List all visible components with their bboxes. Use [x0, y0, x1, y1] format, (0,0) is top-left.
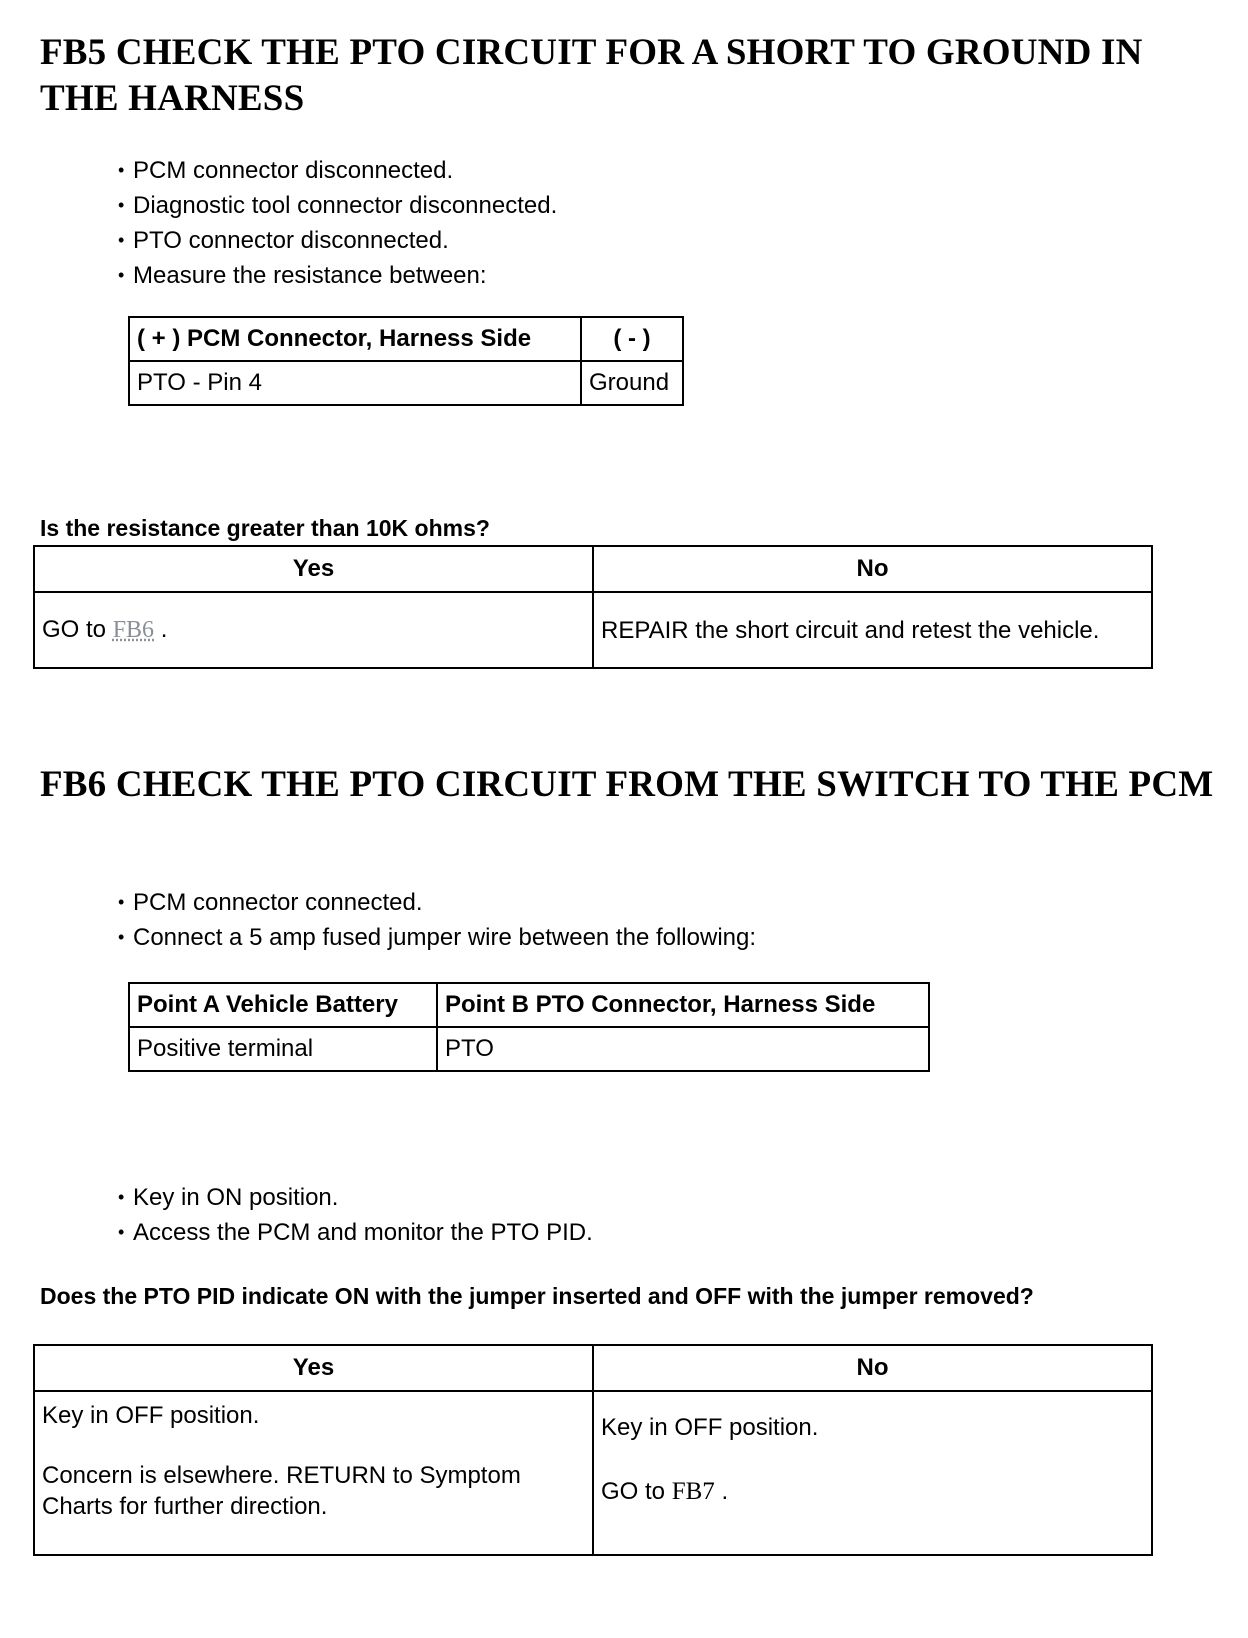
fb5-measure-table: [128, 316, 684, 406]
fb6-bullet: [118, 1215, 593, 1250]
fb6-question: Does the PTO PID indicate ON with the jumper inserted and OFF with the jumper removed?: [40, 1283, 1034, 1309]
fb6-answer-table: [33, 1344, 1153, 1556]
yes-prefix: GO to: [42, 616, 107, 643]
bullet-text: Diagnostic tool connector disconnected.: [133, 192, 558, 219]
no-key-off: Key in OFF position.: [601, 1414, 819, 1441]
yes-concern: Concern is elsewhere. RETURN to Symptom Charts for further direction.: [42, 1462, 521, 1520]
no-goto: [601, 1476, 1144, 1507]
fb5-bullet: [118, 188, 557, 223]
yes-suffix: .: [160, 616, 168, 643]
fb6-heading: FB6 CHECK THE PTO CIRCUIT FROM THE SWITCH TO THE PCM: [40, 764, 1214, 805]
bullet-text: PCM connector connected.: [133, 889, 423, 916]
fb6-bullet: [118, 920, 756, 955]
bullet-text: Access the PCM and monitor the PTO PID.: [133, 1219, 593, 1246]
fb5-question: Is the resistance greater than 10K ohms?: [40, 515, 490, 541]
fb5-yes-header: Yes: [34, 546, 593, 592]
bullet-text: PCM connector disconnected.: [133, 157, 454, 184]
fb5-bullet: [118, 153, 557, 188]
fb5-bullet: [118, 223, 557, 258]
bullet-text: Measure the resistance between:: [133, 262, 487, 289]
measure-cell-pin: PTO - Pin 4: [129, 361, 581, 405]
fb5-heading: FB5 CHECK THE PTO CIRCUIT FOR A SHORT TO GROUND IN THE HARNESS: [40, 32, 1143, 119]
fb7-link[interactable]: FB7: [671, 1478, 715, 1505]
fb5-answer-table: [33, 545, 1153, 669]
fb6-jumper-table: [128, 982, 930, 1072]
fb6-bullet: [118, 1180, 593, 1215]
jumper-cell-pto: PTO: [437, 1027, 929, 1071]
fb6-bullet-list-a: [118, 885, 756, 955]
measure-cell-ground: Ground: [581, 361, 683, 405]
measure-header-positive: ( + ) PCM Connector, Harness Side: [129, 317, 581, 361]
jumper-header-point-a: Point A Vehicle Battery: [129, 983, 437, 1027]
jumper-cell-positive: Positive terminal: [129, 1027, 437, 1071]
fb5-yes-cell: [34, 592, 593, 668]
fb5-bullet: [118, 258, 557, 293]
fb6-bullet-list-b: [118, 1180, 593, 1250]
fb6-link[interactable]: FB6: [112, 617, 155, 643]
fb5-no-cell: REPAIR the short circuit and retest the vehicle.: [593, 592, 1152, 668]
no-prefix: GO to: [601, 1478, 666, 1505]
fb6-yes-header: Yes: [34, 1345, 593, 1391]
fb6-no-cell: [593, 1391, 1152, 1555]
fb6-yes-cell: [34, 1391, 593, 1555]
fb5-bullet-list: [118, 153, 557, 293]
no-suffix: .: [721, 1478, 729, 1505]
bullet-text: Connect a 5 amp fused jumper wire between the following:: [133, 924, 757, 951]
jumper-header-point-b: Point B PTO Connector, Harness Side: [437, 983, 929, 1027]
yes-key-off: Key in OFF position.: [42, 1402, 260, 1429]
measure-header-negative: ( - ): [581, 317, 683, 361]
bullet-text: PTO connector disconnected.: [133, 227, 449, 254]
fb6-no-header: No: [593, 1345, 1152, 1391]
fb5-no-header: No: [593, 546, 1152, 592]
fb6-bullet: [118, 885, 756, 920]
bullet-text: Key in ON position.: [133, 1184, 339, 1211]
